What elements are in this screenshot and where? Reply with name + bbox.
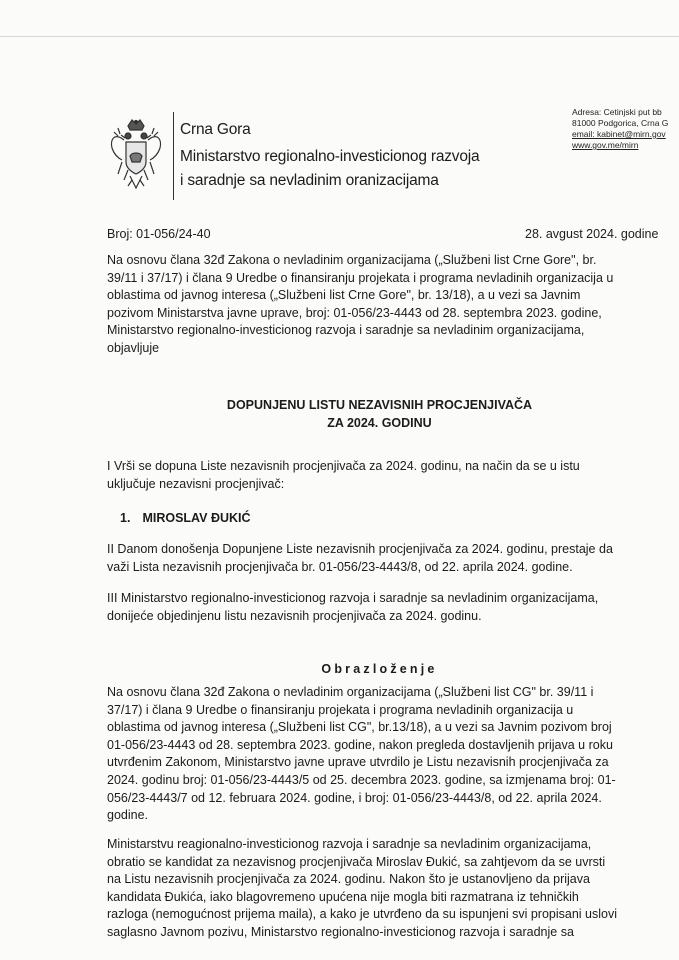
document-number: Broj: 01-056/24-40 (107, 227, 211, 241)
reasoning-line: saglasno Javnom pozivu, Ministarstvo regionalno-investicionog razvoja i saradnje sa (107, 924, 574, 939)
reasoning-line: oblastima od javnog interesa („Službeni list CG", br.13/18), a u vezi sa Javnim pozivom broj (107, 720, 612, 735)
contact-block (572, 107, 668, 151)
reasoning-line: razloga (nemogućnost prijema maila), a kako je utvrđeno da su ispunjeni svi propisani uslovi (107, 907, 617, 922)
evaluator-number: 1. (120, 511, 131, 525)
reasoning-line: 056/23-4443/7 od 12. februara 2024. godine, i broj: 01-056/23-4443/8, od 22. aprila 2024. (107, 790, 602, 805)
section-3-line: III Ministarstvo regionalno-investicionog razvoja i saradnje sa nevladinim organizacijama, (107, 591, 599, 605)
contact-address: Adresa: Cetinjski put bb (572, 107, 662, 117)
section-2-line: važi Lista nezavisnih procjenjivača br. 01-056/23-4443/8, od 22. aprila 2024. godine. (107, 559, 573, 574)
contact-email[interactable]: email: kabinet@mirn.gov (572, 129, 666, 139)
section-1 (107, 458, 652, 493)
reasoning-line: 2024. godinu broj: 01-056/23-4443/5 od 25. decembra 2023. godine, sa izmjenama broj: 01- (107, 772, 616, 787)
reasoning-line: obratio se kandidat za nezavisnog procjenjivača Miroslav Đukić, sa zahtjevom da se uvrsti (107, 854, 606, 869)
section-2-line: II Danom donošenja Dopunjene Liste nezavisnih procjenjivača za 2024. godinu, prestaje da (107, 542, 613, 556)
reasoning-line: utvrđenim Zakonom, Ministarstvo javne uprave utvrdilo je Listu nezavisnih procjenjivača za (107, 755, 609, 770)
contact-website[interactable]: www.gov.me/mirn (572, 140, 639, 150)
section-3 (107, 590, 652, 625)
title-line2: ZA 2024. GODINU (327, 416, 432, 430)
reasoning-line: Na osnovu člana 32đ Zakona o nevladinim organizacijama („Službeni list CG" br. 39/11 i (107, 685, 594, 699)
document-date: 28. avgust 2024. godine (525, 227, 659, 241)
evaluator-entry (120, 511, 263, 525)
reasoning-heading: Obrazloženje (321, 662, 438, 676)
evaluator-name: MIROSLAV ĐUKIĆ (142, 511, 251, 525)
reasoning-paragraph-1 (107, 684, 652, 825)
reasoning-line: 01-056/23-4443 od 28. septembra 2023. godine, nakon pregleda dostavljenih prijava u roku (107, 737, 613, 752)
intro-line: objavljuje (107, 340, 160, 355)
section-2 (107, 541, 652, 576)
reasoning-line: na Listu nezavisnih procjenjivača za 2024. godinu. Nakon što je ustanovljeno da prijava (107, 872, 590, 887)
ministry-name-line2: i saradnje sa nevladinim oranizacijama (180, 172, 439, 189)
reasoning-line: Ministarstvu reagionalno-investicionog razvoja i saradnje sa nevladinim organizacijama, (107, 837, 592, 851)
intro-line: 39/11 i 37/17) i člana 9 Uredbe o finansiranju projekata i programa nevladinih organizacija u (107, 270, 614, 285)
title-line1: DOPUNJENU LISTU NEZAVISNIH PROCJENJIVAČA (226, 398, 533, 412)
ministry-name-line1: Ministarstvo regionalno-investicionog razvoja (180, 148, 480, 165)
coat-of-arms-icon (108, 118, 164, 192)
header-divider (173, 112, 174, 200)
reasoning-paragraph-2 (107, 836, 652, 942)
intro-paragraph (107, 252, 652, 358)
intro-line: Ministarstvo regionalno-investicionog razvoja i saradnje sa nevladinim organizacijama, (107, 323, 585, 338)
section-3-line: donijeće objedinjenu listu nezavisnih procjenjivača za 2024. godinu. (107, 608, 482, 623)
intro-line: oblastima od javnog interesa („Službeni list Crne Gore", br. 13/18), a u vezi sa Javnim (107, 288, 581, 303)
country-name: Crna Gora (180, 121, 251, 138)
contact-city: 81000 Podgorica, Crna G (572, 118, 669, 128)
reasoning-line: kandidata Đukića, iako blagovremeno upućena nije mogla biti razmatrana iz tehničkih (107, 889, 579, 904)
scan-edge-line (0, 36, 679, 37)
intro-line: pozivom Ministarstva javne uprave, broj: 01-056/23-4443 od 28. septembra 2023. godine, (107, 305, 602, 320)
section-1-line: uključuje nezavisni procjenjivač: (107, 476, 285, 491)
document-title (107, 396, 652, 432)
section-1-line: I Vrši se dopuna Liste nezavisnih procjenjivača za 2024. godinu, na način da se u istu (107, 459, 580, 473)
intro-line: Na osnovu člana 32đ Zakona o nevladinim organizacijama („Službeni list Crne Gore", br. (107, 253, 597, 267)
reasoning-line: godine. (107, 808, 149, 823)
reasoning-line: 37/17) i člana 9 Uredbe o finansiranju projekata i programa nevladinih organizacija u (107, 702, 574, 717)
